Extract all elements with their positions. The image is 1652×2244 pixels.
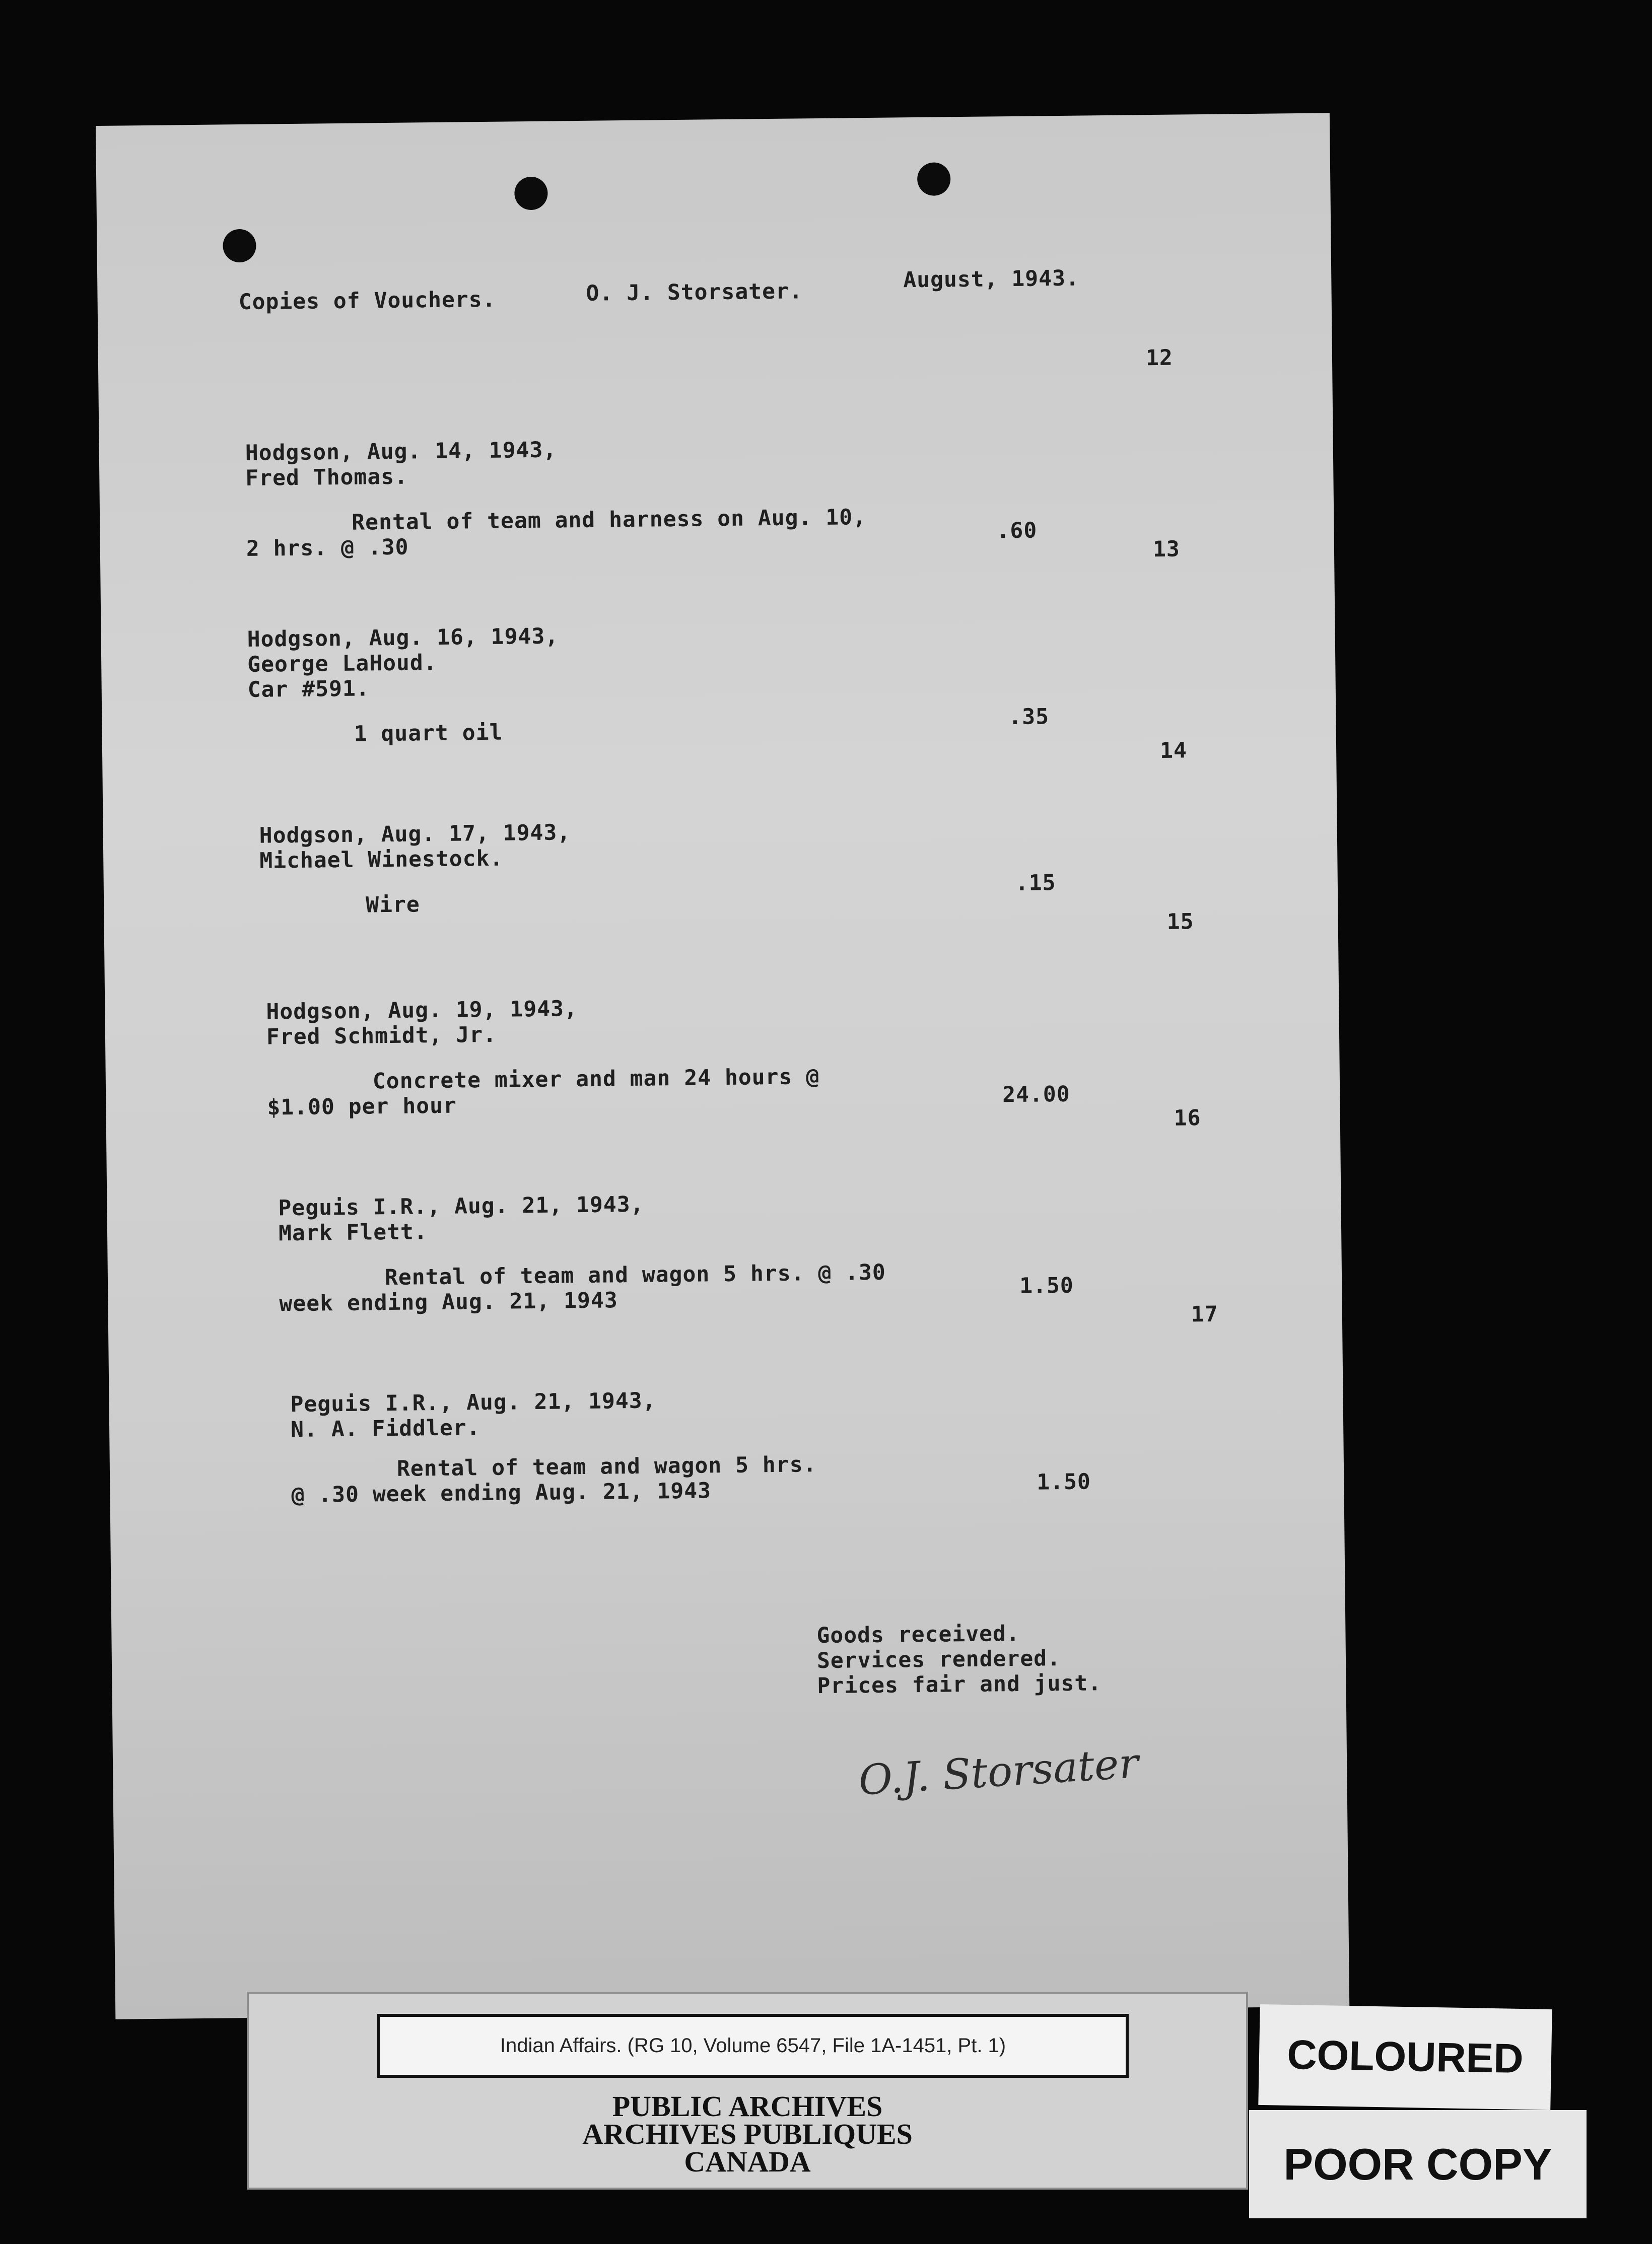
voucher-amount: .35 xyxy=(1008,704,1050,730)
voucher-description: Concrete mixer and man 24 hours @ xyxy=(372,1064,820,1094)
voucher-sheet xyxy=(96,113,1349,2019)
voucher-description: Rental of team and harness on Aug. 10, xyxy=(352,505,867,535)
voucher-place-date: Hodgson, Aug. 14, 1943, xyxy=(245,437,557,466)
voucher-number: 14 xyxy=(1159,738,1188,763)
punch-hole xyxy=(223,229,256,263)
document-title: Copies of Vouchers. xyxy=(238,287,496,315)
voucher-place-date: Hodgson, Aug. 17, 1943, xyxy=(259,820,571,849)
voucher-payee: Fred Thomas. xyxy=(245,464,408,491)
punch-hole xyxy=(514,177,548,211)
archive-reference: Indian Affairs. (RG 10, Volume 6547, File 1A-1451, Pt. 1) xyxy=(377,2014,1129,2078)
voucher-number: 13 xyxy=(1152,536,1180,563)
voucher-number: 16 xyxy=(1174,1105,1201,1131)
voucher-payee: Michael Winestock. xyxy=(259,846,504,874)
voucher-place-date: Peguis I.R., Aug. 21, 1943, xyxy=(290,1388,656,1418)
punch-hole xyxy=(917,162,951,196)
voucher-description: Rental of team and wagon 5 hrs. @ .30 xyxy=(384,1259,886,1291)
poor-copy-card: POOR COPY xyxy=(1249,2110,1587,2218)
voucher-extra: Car #591. xyxy=(247,676,370,703)
voucher-description: week ending Aug. 21, 1943 xyxy=(279,1288,618,1317)
archive-name: CANADA xyxy=(684,2145,811,2178)
voucher-amount: .60 xyxy=(996,518,1038,544)
signature: O.J. Storsater xyxy=(857,1739,1140,1805)
certification-line: Goods received. xyxy=(816,1621,1020,1649)
voucher-amount: 24.00 xyxy=(1002,1081,1070,1108)
voucher-amount: .15 xyxy=(1015,870,1056,896)
officer-name: O. J. Storsater. xyxy=(586,278,803,306)
coloured-card: COLOURED xyxy=(1258,2004,1552,2110)
certification-line: Prices fair and just. xyxy=(817,1670,1102,1699)
voucher-place-date: Hodgson, Aug. 19, 1943, xyxy=(266,996,578,1025)
voucher-number: 17 xyxy=(1191,1301,1218,1327)
voucher-amount: 1.50 xyxy=(1037,1469,1091,1495)
voucher-description: 1 quart oil xyxy=(354,720,503,747)
document-date: August, 1943. xyxy=(903,265,1080,293)
archive-label xyxy=(247,1992,1248,2190)
voucher-description: Wire xyxy=(365,892,421,918)
voucher-place-date: Hodgson, Aug. 16, 1943, xyxy=(247,623,559,652)
voucher-payee: Fred Schmidt, Jr. xyxy=(266,1022,497,1050)
voucher-place-date: Peguis I.R., Aug. 21, 1943, xyxy=(278,1191,644,1221)
voucher-description: 2 hrs. @ .30 xyxy=(246,534,409,562)
archive-name: PUBLIC ARCHIVES xyxy=(612,2090,883,2123)
voucher-payee: Mark Flett. xyxy=(278,1219,428,1246)
archive-name: ARCHIVES PUBLIQUES xyxy=(582,2118,913,2150)
voucher-amount: 1.50 xyxy=(1019,1273,1074,1299)
voucher-number: 12 xyxy=(1145,345,1173,371)
voucher-description: $1.00 per hour xyxy=(267,1093,457,1120)
voucher-payee: N. A. Fiddler. xyxy=(290,1415,480,1443)
voucher-description: Rental of team and wagon 5 hrs. xyxy=(396,1452,817,1482)
voucher-description: @ .30 week ending Aug. 21, 1943 xyxy=(291,1478,712,1508)
voucher-payee: George LaHoud. xyxy=(247,650,437,677)
voucher-number: 15 xyxy=(1166,909,1194,935)
certification-line: Services rendered. xyxy=(816,1646,1061,1674)
